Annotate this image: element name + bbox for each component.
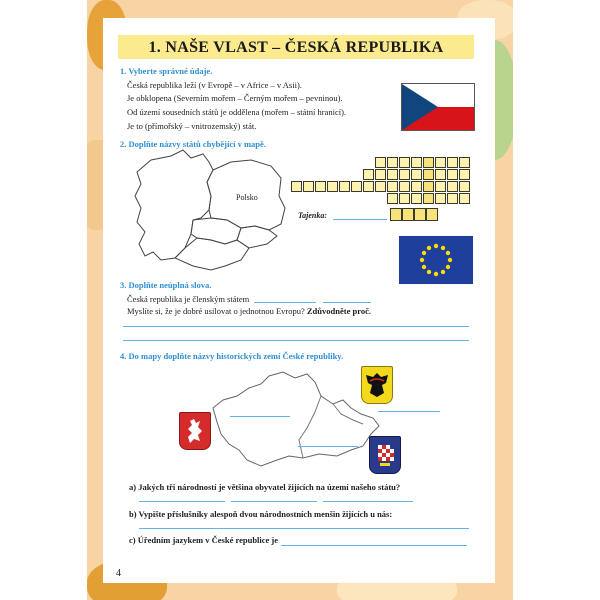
task3-question: Myslíte si, že je dobré usilovat o jednotnou Evropu?: [127, 306, 305, 316]
task2-heading: 2. Doplňte názvy států chybějící v mapě.: [120, 139, 266, 149]
answer-line[interactable]: [123, 340, 469, 341]
czech-republic-map: [203, 368, 383, 468]
task1-line: Je obklopena (Severním mořem – Černým mořem – pevninou).: [127, 93, 343, 103]
central-europe-map: [131, 148, 291, 278]
silesia-eagle-emblem: [361, 366, 393, 404]
answer-line-silesia[interactable]: [378, 411, 440, 412]
task3-instruction: Zdůvodněte proč.: [306, 306, 371, 316]
map-label-polsko: Polsko: [236, 193, 258, 202]
task3-line1: Česká republika je členským státem: [127, 294, 250, 304]
workbook-page: [103, 18, 495, 583]
answer-line-a3[interactable]: [323, 501, 413, 502]
task4-heading: 4. Do mapy doplňte názvy historických zemí České republiky.: [120, 351, 344, 361]
question-c: c) Úředním jazykem v České republice je: [129, 535, 279, 545]
answer-line-moravia[interactable]: [298, 446, 358, 447]
crossword-grid[interactable]: [291, 157, 471, 209]
answer-line-word1[interactable]: [254, 302, 316, 303]
answer-line-c[interactable]: [281, 545, 467, 546]
page-title: 1. NAŠE VLAST – ČESKÁ REPUBLIKA: [118, 35, 474, 59]
question-b: b) Vypište příslušníky alespoň dvou národnostních menšin žijících u nás:: [129, 509, 393, 519]
task3-heading: 3. Doplňte neúplná slova.: [120, 280, 212, 290]
task3-line2: [127, 306, 371, 316]
answer-line-a2[interactable]: [231, 501, 317, 502]
task1-line: Česká republika leží (v Evropě – v Africe – v Asii).: [127, 80, 302, 90]
answer-line-word2[interactable]: [323, 302, 371, 303]
task1-line: Od území sousedních států je oddělena (mořem – státní hranicí).: [127, 107, 347, 117]
tajenka-label: Tajenka:: [298, 211, 328, 220]
eu-flag-image: [399, 236, 473, 284]
answer-line-b[interactable]: [139, 528, 469, 529]
task1-heading: 1. Vyberte správné údaje.: [120, 66, 213, 76]
question-a: a) Jakých tři národností je většina obyvatel žijících na území našeho státu?: [129, 482, 401, 492]
bohemia-lion-emblem: [179, 412, 211, 450]
czech-flag-image: [401, 83, 475, 131]
tajenka-answer-line[interactable]: [333, 219, 387, 220]
answer-line[interactable]: [123, 326, 469, 327]
page-number: 4: [116, 568, 121, 579]
task1-line: Je to (přímořský – vnitrozemský) stát.: [127, 121, 257, 131]
answer-line-bohemia[interactable]: [230, 416, 290, 417]
tajenka-cells[interactable]: [390, 208, 440, 222]
answer-line-a1[interactable]: [139, 501, 225, 502]
moravia-eagle-emblem: [369, 436, 401, 474]
